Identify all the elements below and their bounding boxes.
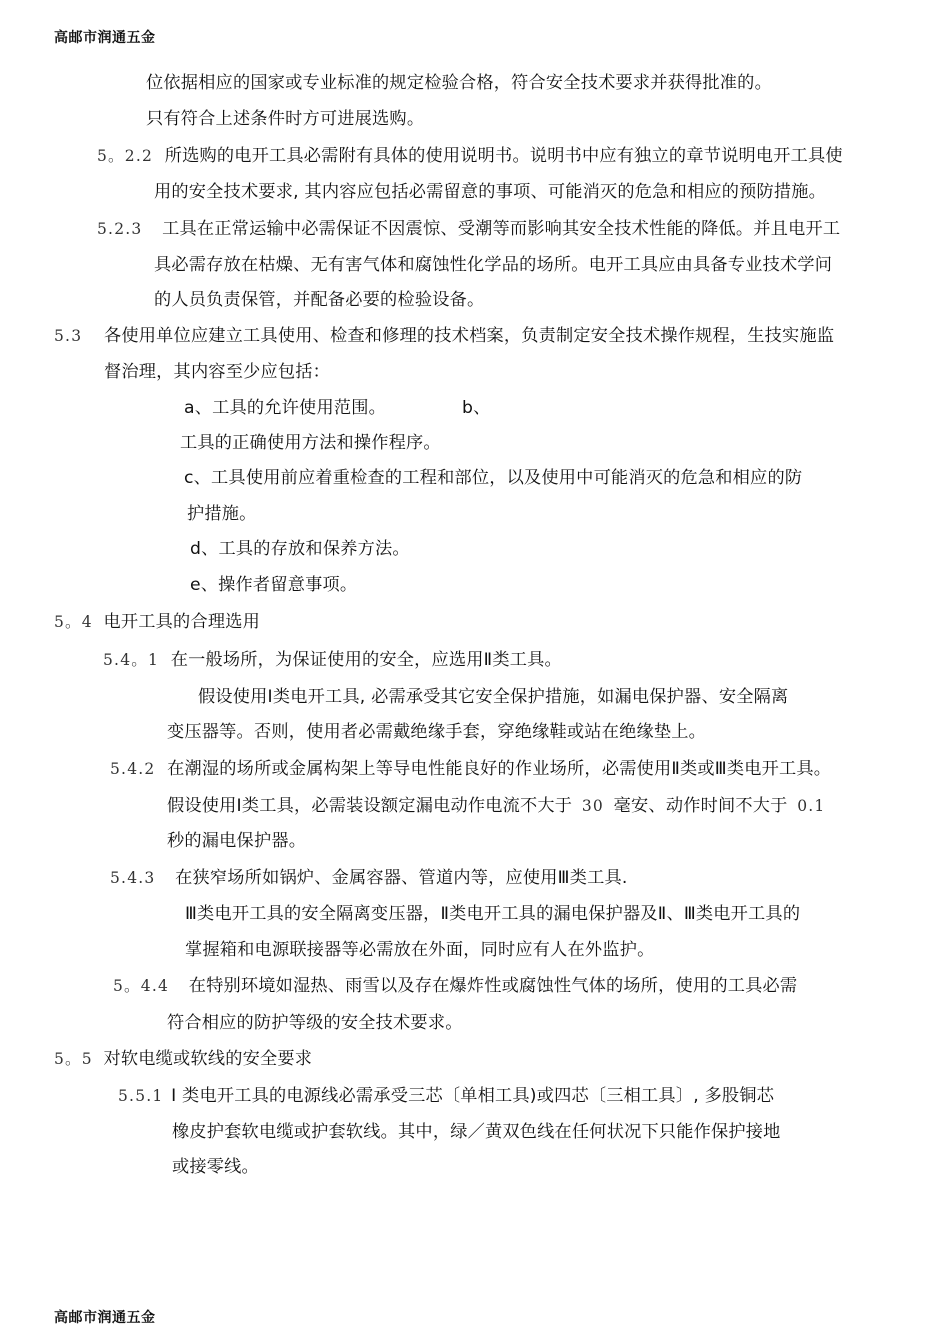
clause-number: 5。4.4 (113, 977, 170, 995)
clause-number: 5.5.1 (118, 1087, 164, 1105)
clause-5-4-4 (113, 975, 797, 997)
clause-number: 5。2.2 (97, 147, 154, 165)
clause-number: 5.4.2 (110, 760, 156, 778)
page-header: 高邮市润通五金 (54, 30, 156, 46)
clause-text: 所选购的电开工具必需附有具体的使用说明书。说明书中应有独立的章节说明电开工具使 (164, 146, 843, 166)
clause-text: Ⅰ 类电开工具的电源线必需承受三芯〔单相工具)或四芯〔三相工具〕, 多股铜芯 (171, 1086, 775, 1106)
clause-number: 5.3 (54, 327, 83, 345)
section-heading: 对软电缆或软线的安全要求 (103, 1049, 313, 1069)
clause-5-5-1 (118, 1085, 774, 1107)
text-line: 的人员负责保管，并配备必要的检验设备。 (154, 290, 485, 310)
list-item-b: b、 (462, 398, 491, 418)
text-line: 假设使用Ⅰ类电开工具, 必需承受其它安全保护措施，如漏电保护器、安全隔离 (198, 687, 789, 707)
text-segment: 毫安、动作时间不大于 (613, 796, 788, 816)
clause-5-4-2 (110, 758, 831, 780)
clause-5-4-1 (103, 649, 562, 671)
clause-5-4-3 (110, 867, 628, 889)
text-line: 或接零线。 (172, 1157, 259, 1177)
text-line: 用的安全技术要求, 其内容应包括必需留意的事项、可能消灭的危急和相应的预防措施。 (154, 182, 827, 202)
clause-text: 工具在正常运输中必需保证不因震惊、受潮等而影响其安全技术性能的降低。并且电开工 (162, 219, 841, 239)
section-heading: 电开工具的合理选用 (103, 612, 260, 632)
text-line: 督治理，其内容至少应包括： (104, 362, 331, 382)
clause-5-5 (54, 1048, 312, 1070)
clause-number: 5.4。1 (103, 651, 160, 669)
list-item-a: a、工具的允许使用范围。 (184, 398, 386, 418)
list-item-c: c、工具使用前应着重检查的工程和部位，以及使用中可能消灭的危急和相应的防 (184, 468, 803, 488)
text-line: 护措施。 (187, 504, 257, 524)
clause-text: 在一般场所，为保证使用的安全，应选用Ⅱ类工具。 (170, 650, 562, 670)
list-item-e: e、操作者留意事项。 (190, 575, 358, 595)
clause-number: 5.2.3 (97, 220, 143, 238)
text-line: 位依据相应的国家或专业标准的规定检验合格，符合安全技术要求并获得批准的。 (146, 73, 772, 93)
text-line: 变压器等。否则，使用者必需戴绝缘手套，穿绝缘鞋或站在绝缘垫上。 (167, 722, 707, 742)
text-segment: 假设使用Ⅰ类工具，必需装设额定漏电动作电流不大于 (167, 796, 573, 816)
number-value: 0.1 (797, 797, 826, 815)
clause-number: 5。5 (54, 1050, 93, 1068)
clause-number: 5。4 (54, 613, 93, 631)
text-line: 工具的正确使用方法和操作程序。 (180, 433, 441, 453)
list-item-d: d、工具的存放和保养方法。 (190, 539, 410, 559)
text-line: 具必需存放在枯燥、无有害气体和腐蚀性化学品的场所。电开工具应由具备专业技术学问 (154, 255, 833, 275)
clause-text: 各使用单位应建立工具使用、检查和修理的技术档案，负责制定安全技术操作规程，生技实施监 (103, 326, 835, 346)
clause-5-4 (54, 611, 260, 633)
page-footer: 高邮市润通五金 (54, 1310, 156, 1326)
clause-5-3 (54, 325, 834, 347)
text-line: 只有符合上述条件时方可进展选购。 (146, 109, 425, 129)
clause-text: 在狭窄场所如锅炉、金属容器、管道内等，应使用Ⅲ类工具. (175, 868, 628, 888)
text-line (167, 795, 825, 817)
text-line: Ⅲ类电开工具的安全隔离变压器，Ⅱ类电开工具的漏电保护器及Ⅱ、Ⅲ类电开工具的 (185, 904, 801, 924)
clause-text: 在特别环境如湿热、雨雪以及存在爆炸性或腐蚀性气体的场所，使用的工具必需 (188, 976, 798, 996)
text-line: 橡皮护套软电缆或护套软线。其中，绿／黄双色线在任何状况下只能作保护接地 (172, 1122, 781, 1142)
number-value: 30 (581, 797, 604, 815)
text-line: 掌握箱和电源联接器等必需放在外面，同时应有人在外监护。 (185, 940, 655, 960)
text-line: 秒的漏电保护器。 (167, 831, 307, 851)
clause-5-2-3 (97, 218, 840, 240)
clause-5-2-2 (97, 145, 843, 167)
clause-number: 5.4.3 (110, 869, 156, 887)
clause-text: 在潮湿的场所或金属构架上等导电性能良好的作业场所，必需使用Ⅱ类或Ⅲ类电开工具。 (167, 759, 832, 779)
text-line: 符合相应的防护等级的安全技术要求。 (167, 1013, 463, 1033)
